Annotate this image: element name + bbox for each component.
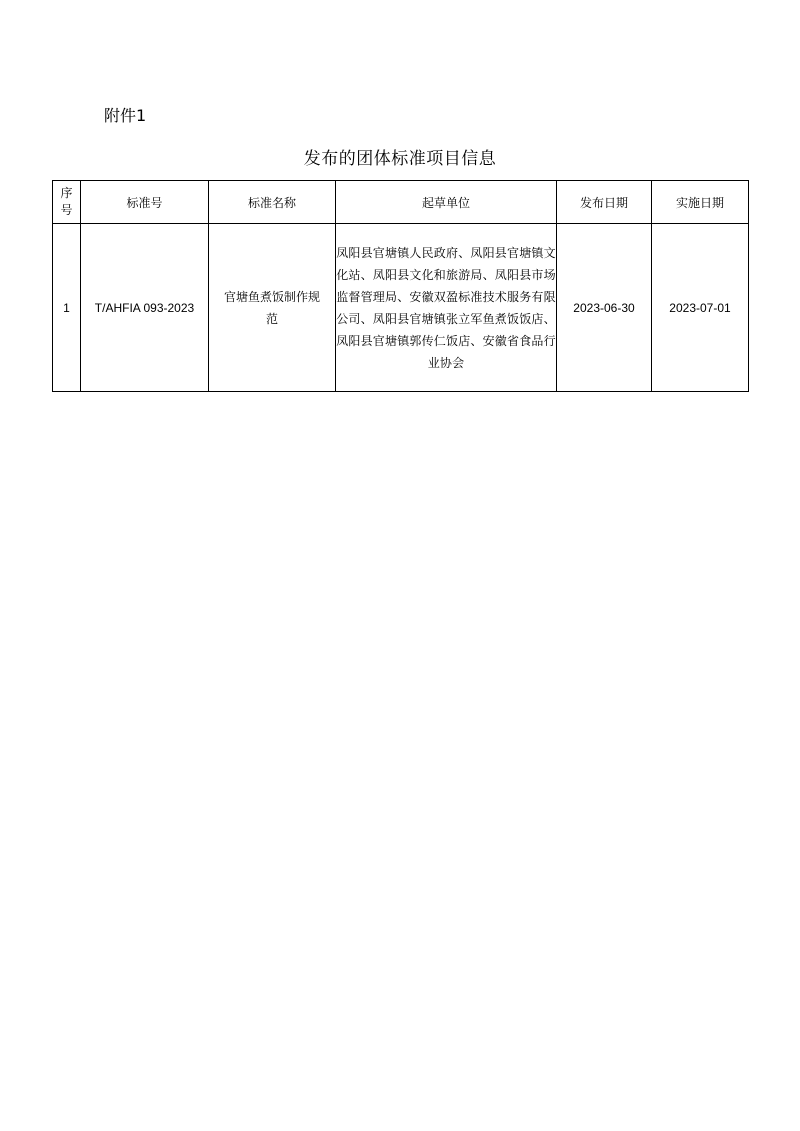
row-standard-name: 官塘鱼煮饭制作规范 <box>223 289 320 326</box>
header-index <box>53 181 81 224</box>
table-body <box>53 224 749 392</box>
row-drafting-units: 凤阳县官塘镇人民政府、凤阳县官塘镇文化站、凤阳县文化和旅游局、凤阳县市场监督管理局、安徽双盈标准技术服务有限公司、凤阳县官塘镇张立军鱼煮饭饭店、凤阳县官塘镇郭传仁饭店、安徽省食品行业协会 <box>336 224 557 392</box>
row-publish-date: 2023-06-30 <box>557 224 652 392</box>
table-header <box>53 181 749 224</box>
document-title: 发布的团体标准项目信息 <box>303 149 497 169</box>
header-drafting-units: 起草单位 <box>336 181 557 224</box>
row-implement-date: 2023-07-01 <box>652 224 749 392</box>
row-standard-name-cell <box>209 224 336 392</box>
header-standard-number: 标准号 <box>81 181 209 224</box>
header-publish-date: 发布日期 <box>557 181 652 224</box>
header-index-label: 序号 <box>60 186 73 217</box>
row-index: 1 <box>53 224 81 392</box>
header-implement-date: 实施日期 <box>652 181 749 224</box>
table-row <box>53 224 749 392</box>
header-standard-name: 标准名称 <box>209 181 336 224</box>
header-row <box>53 181 749 224</box>
standards-table <box>52 180 749 392</box>
attachment-label: 附件1 <box>104 106 147 125</box>
row-standard-number: T/AHFIA 093-2023 <box>81 224 209 392</box>
